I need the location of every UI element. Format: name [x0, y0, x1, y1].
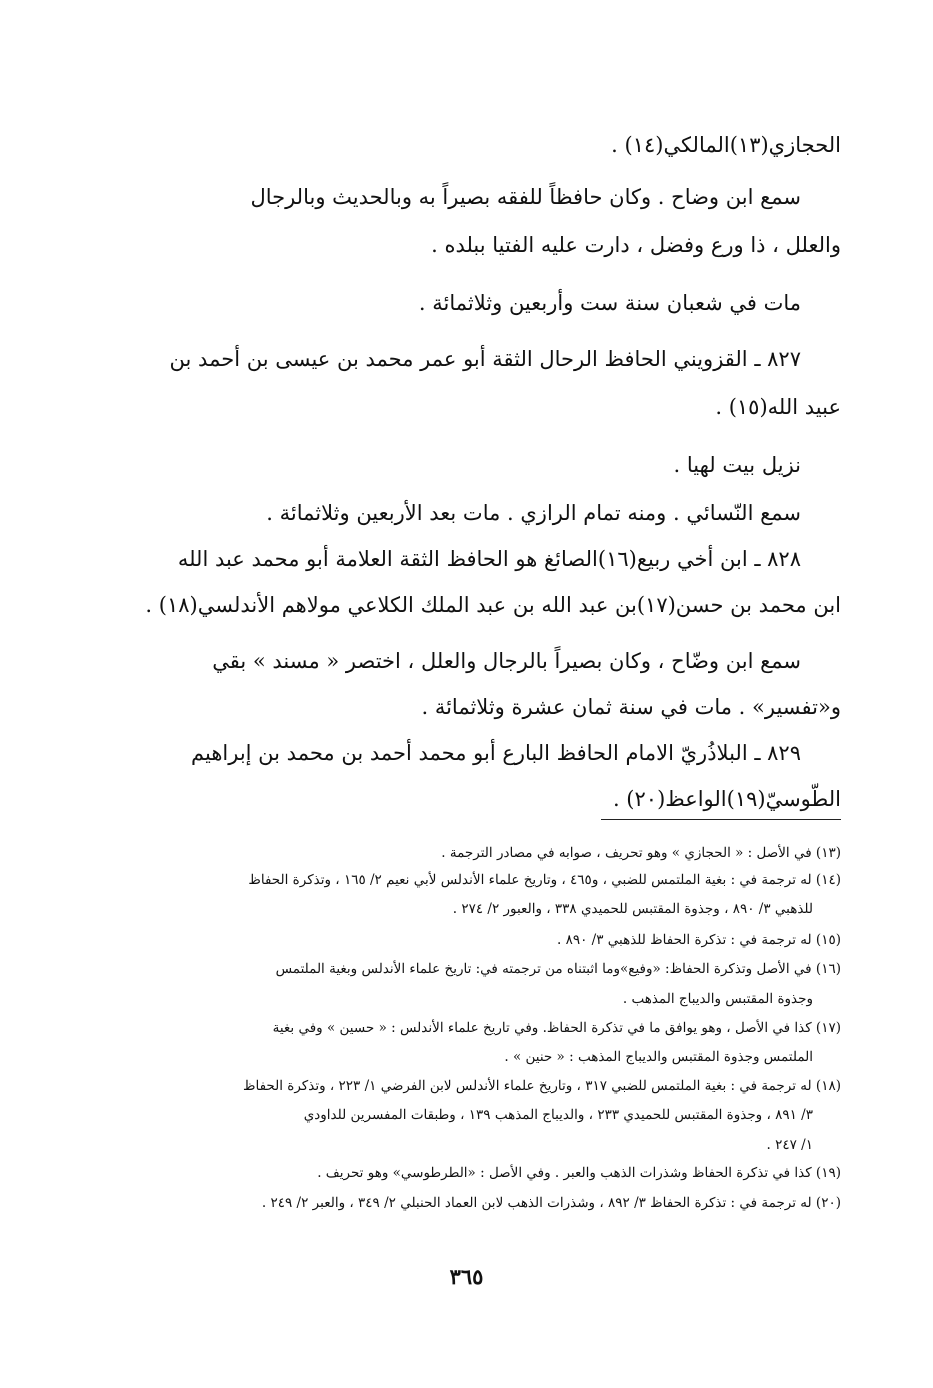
text-line: سمع النّسائي . ومنه تمام الرازي . مات بعد الأربعين وثلاثمائة .	[266, 501, 801, 525]
entry-828: ٨٢٨ ـ ابن أخي ربيع(١٦)الصائغ هو الحافظ الثقة العلامة أبو محمد عبد الله	[177, 547, 801, 571]
text-line: ابن محمد بن حسن(١٧)بن عبد الله بن عبد الملك الكلاعي مولاهم الأندلسي(١٨) .	[145, 593, 841, 617]
text-line: مات في شعبان سنة ست وأربعين وثلاثمائة .	[418, 291, 801, 315]
text-line: و«تفسير» . مات في سنة ثمان عشرة وثلاثمائة .	[421, 695, 841, 719]
footnote-17: (١٧) كذا في الأصل ، وهو يوافق ما في تذكرة الحفاظ. وفي تاريخ علماء الأندلس : « حسين » وفي بغية	[272, 1020, 841, 1036]
footnote-18: (١٨) له ترجمة في : بغية الملتمس للضبي ٣١٧ ، وتاريخ علماء الأندلس لابن الفرضي ١/ ٢٢٣ ، وتذكرة الحفاظ	[242, 1078, 841, 1094]
text-line: نزيل بيت لهيا .	[673, 453, 801, 477]
footnote-18-cont: ٣/ ٨٩١ ، وجذوة المقتبس للحميدي ٢٣٣ ، والديباج المذهب ١٣٩ ، وطبقات المفسرين للداودي	[303, 1107, 813, 1123]
text-line: الحجازي(١٣)المالكي(١٤) .	[611, 133, 841, 157]
footnote-16-cont: وجذوة المقتبس والديباج المذهب .	[622, 991, 813, 1007]
footnote-15: (١٥) له ترجمة في : تذكرة الحفاظ للذهبي ٣/ ٨٩٠ .	[557, 932, 841, 948]
text-line: عبيد الله(١٥) .	[715, 395, 841, 419]
footnote-13: (١٣) في الأصل : « الحجازي » وهو تحريف ، صوابه في مصادر الترجمة .	[441, 845, 841, 861]
footnote-17-cont: الملتمس وجذوة المقتبس والديباج المذهب : « حنين » .	[504, 1049, 813, 1065]
footnote-18-cont: ١/ ٢٤٧ .	[766, 1137, 813, 1153]
footnote-14: (١٤) له ترجمة في : بغية الملتمس للضبي ، و٤٦٥ ، وتاريخ علماء الأندلس لأبي نعيم ٢/ ١٦٥ ، وتذكرة الحفاظ	[248, 872, 841, 888]
page-number: ٣٦٥	[449, 1264, 484, 1289]
footnote-separator	[601, 819, 841, 820]
text-line: سمع ابن وضاح . وكان حافظاً للفقه بصيراً به وبالحديث وبالرجال	[250, 185, 801, 209]
entry-827: ٨٢٧ ـ القزويني الحافظ الرحال الثقة أبو عمر محمد بن عيسى بن أحمد بن	[169, 347, 801, 371]
entry-829: ٨٢٩ ـ البلاذُريّ الامام الحافظ البارع أبو محمد أحمد بن محمد بن إبراهيم	[191, 741, 801, 765]
footnote-20: (٢٠) له ترجمة في : تذكرة الحفاظ ٣/ ٨٩٢ ، وشذرات الذهب لابن العماد الحنبلي ٢/ ٣٤٩ ، والعبر ٢/ ٢٤٩ .	[261, 1195, 841, 1211]
text-line: سمع ابن وضّاح ، وكان بصيراً بالرجال والعلل ، اختصر « مسند » بقي	[212, 649, 801, 673]
footnote-14-cont: للذهبي ٣/ ٨٩٠ ، وجذوة المقتبس للحميدي ٣٣٨ ، والعبور ٢/ ٢٧٤ .	[452, 901, 813, 917]
text-line: والعلل ، ذا ورع وفضل ، دارت عليه الفتيا ببلده .	[431, 233, 841, 257]
footnote-19: (١٩) كذا في تذكرة الحفاظ وشذرات الذهب والعبر . وفي الأصل : «الطرطوسي» وهو تحريف .	[317, 1165, 841, 1181]
text-line: الطّوسيّ(١٩)الواعظ(٢٠) .	[612, 787, 841, 811]
footnote-16: (١٦) في الأصل وتذكرة الحفاظ: «وفيع»وما اثبتناه من ترجمته في: تاريخ علماء الأندلس وبغية الملتمس	[275, 961, 841, 977]
